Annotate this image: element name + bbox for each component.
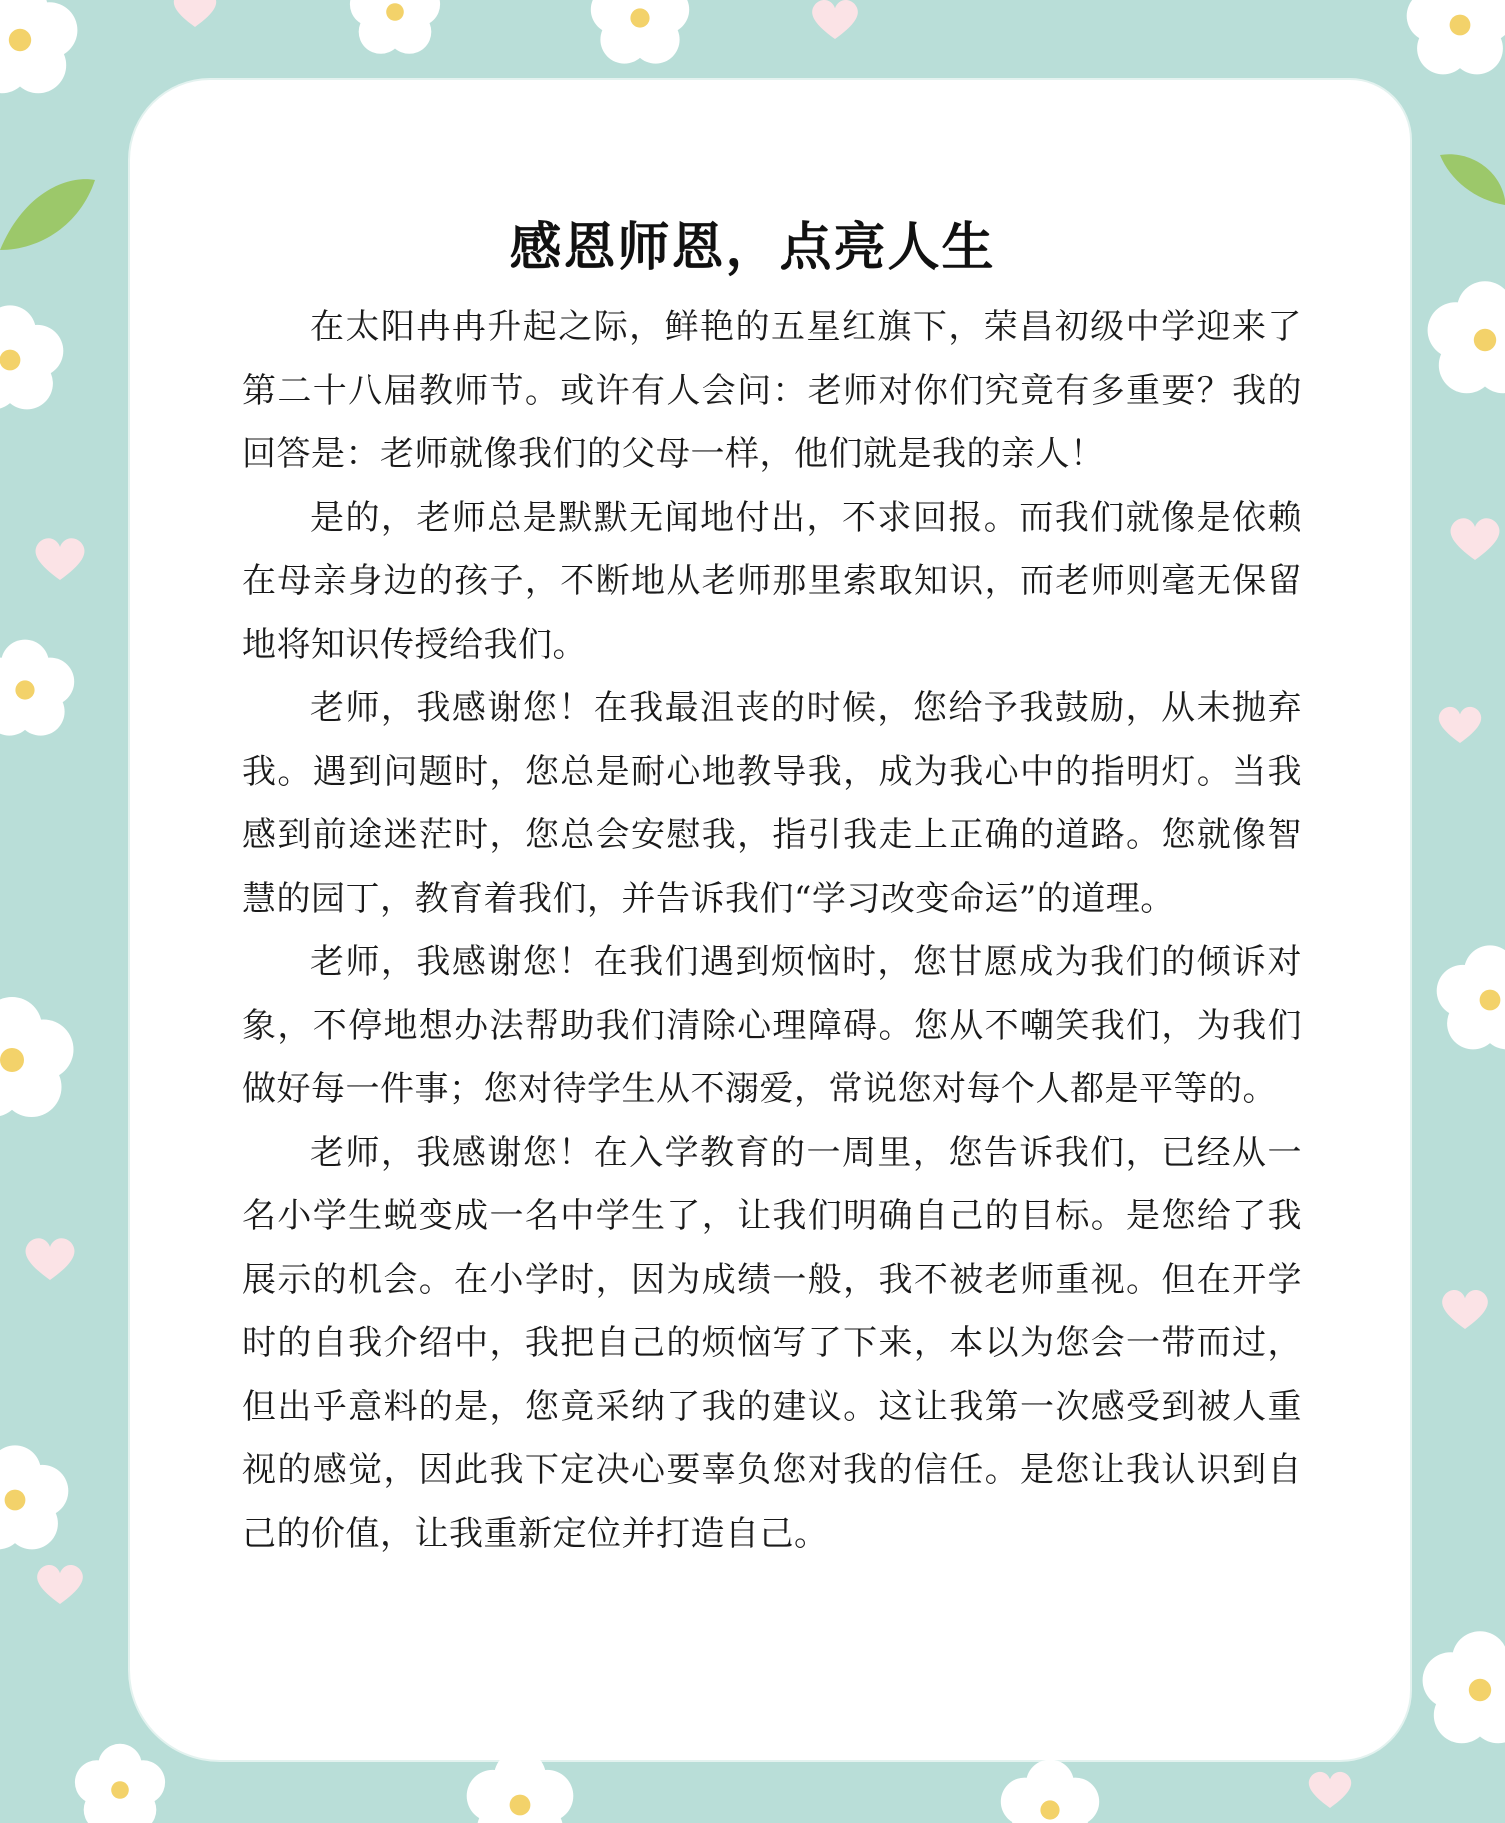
- paragraph: 是的，老师总是默默无闻地付出，不求回报。而我们就像是依赖在母亲身边的孩子，不断地从老师那里索取知识，而老师则毫无保留地将知识传授给我们。: [242, 497, 1302, 665]
- flower-icon: [1001, 1760, 1099, 1823]
- flower-icon: [1423, 1631, 1505, 1743]
- document-body: [242, 296, 1302, 1566]
- flower-icon: [75, 1744, 165, 1823]
- flower-icon: [0, 1445, 68, 1549]
- flower-icon: [591, 0, 689, 64]
- paragraph: 在太阳冉冉升起之际，鲜艳的五星红旗下，荣昌初级中学迎来了第二十八届教师节。或许有人会问：老师对你们究竟有多重要？我的回答是：老师就像我们的父母一样，他们就是我的亲人！: [242, 307, 1302, 474]
- flower-icon: [1407, 0, 1505, 74]
- flower-icon: [467, 1750, 574, 1823]
- flower-icon: [0, 305, 63, 409]
- heart-icon: [1451, 518, 1500, 560]
- leaf-icon: [1440, 154, 1505, 205]
- paragraph: 老师，我感谢您！在入学教育的一周里，您告诉我们，已经从一名小学生蜕变成一名中学生了，让我们明确自己的目标。是您给了我展示的机会。在小学时，因为成绩一般，我不被老师重视。但在开学时的自我介绍中，我把自己的烦恼写了下来，本以为您会一带而过，但出乎意料的是，您竟采纳了我的建议。这让我第一次感受到被人重视的感觉，因此我下定决心要辜负您对我的信任。是您让我认识到自己的价值，让我重新定位并打造自己。: [242, 1132, 1302, 1554]
- heart-icon: [174, 0, 216, 27]
- flower-icon: [0, 0, 77, 93]
- heart-icon: [37, 1565, 83, 1604]
- heart-icon: [36, 538, 85, 580]
- flower-icon: [0, 997, 74, 1117]
- heart-icon: [1309, 1772, 1351, 1808]
- flower-icon: [0, 640, 74, 736]
- flower-icon: [1437, 945, 1505, 1049]
- paragraph: 老师，我感谢您！在我们遇到烦恼时，您甘愿成为我们的倾诉对象，不停地想办法帮助我们清除心理障碍。您从不嘲笑我们，为我们做好每一件事；您对待学生从不溺爱，常说您对每个人都是平等的。: [242, 942, 1302, 1109]
- heart-icon: [1439, 707, 1481, 743]
- heart-icon: [1442, 1290, 1488, 1329]
- flower-icon: [1428, 281, 1505, 393]
- document-title: 感恩师恩，点亮人生: [509, 216, 996, 278]
- heart-icon: [812, 0, 858, 39]
- paragraph: 老师，我感谢您！在我最沮丧的时候，您给予我鼓励，从未抛弃我。遇到问题时，您总是耐心地教导我，成为我心中的指明灯。当我感到前途迷茫时，您总会安慰我，指引我走上正确的道路。您就像智慧的园丁，教育着我们，并告诉我们“学习改变命运”的道理。: [242, 688, 1302, 919]
- heart-icon: [26, 1238, 75, 1280]
- flower-icon: [350, 0, 440, 54]
